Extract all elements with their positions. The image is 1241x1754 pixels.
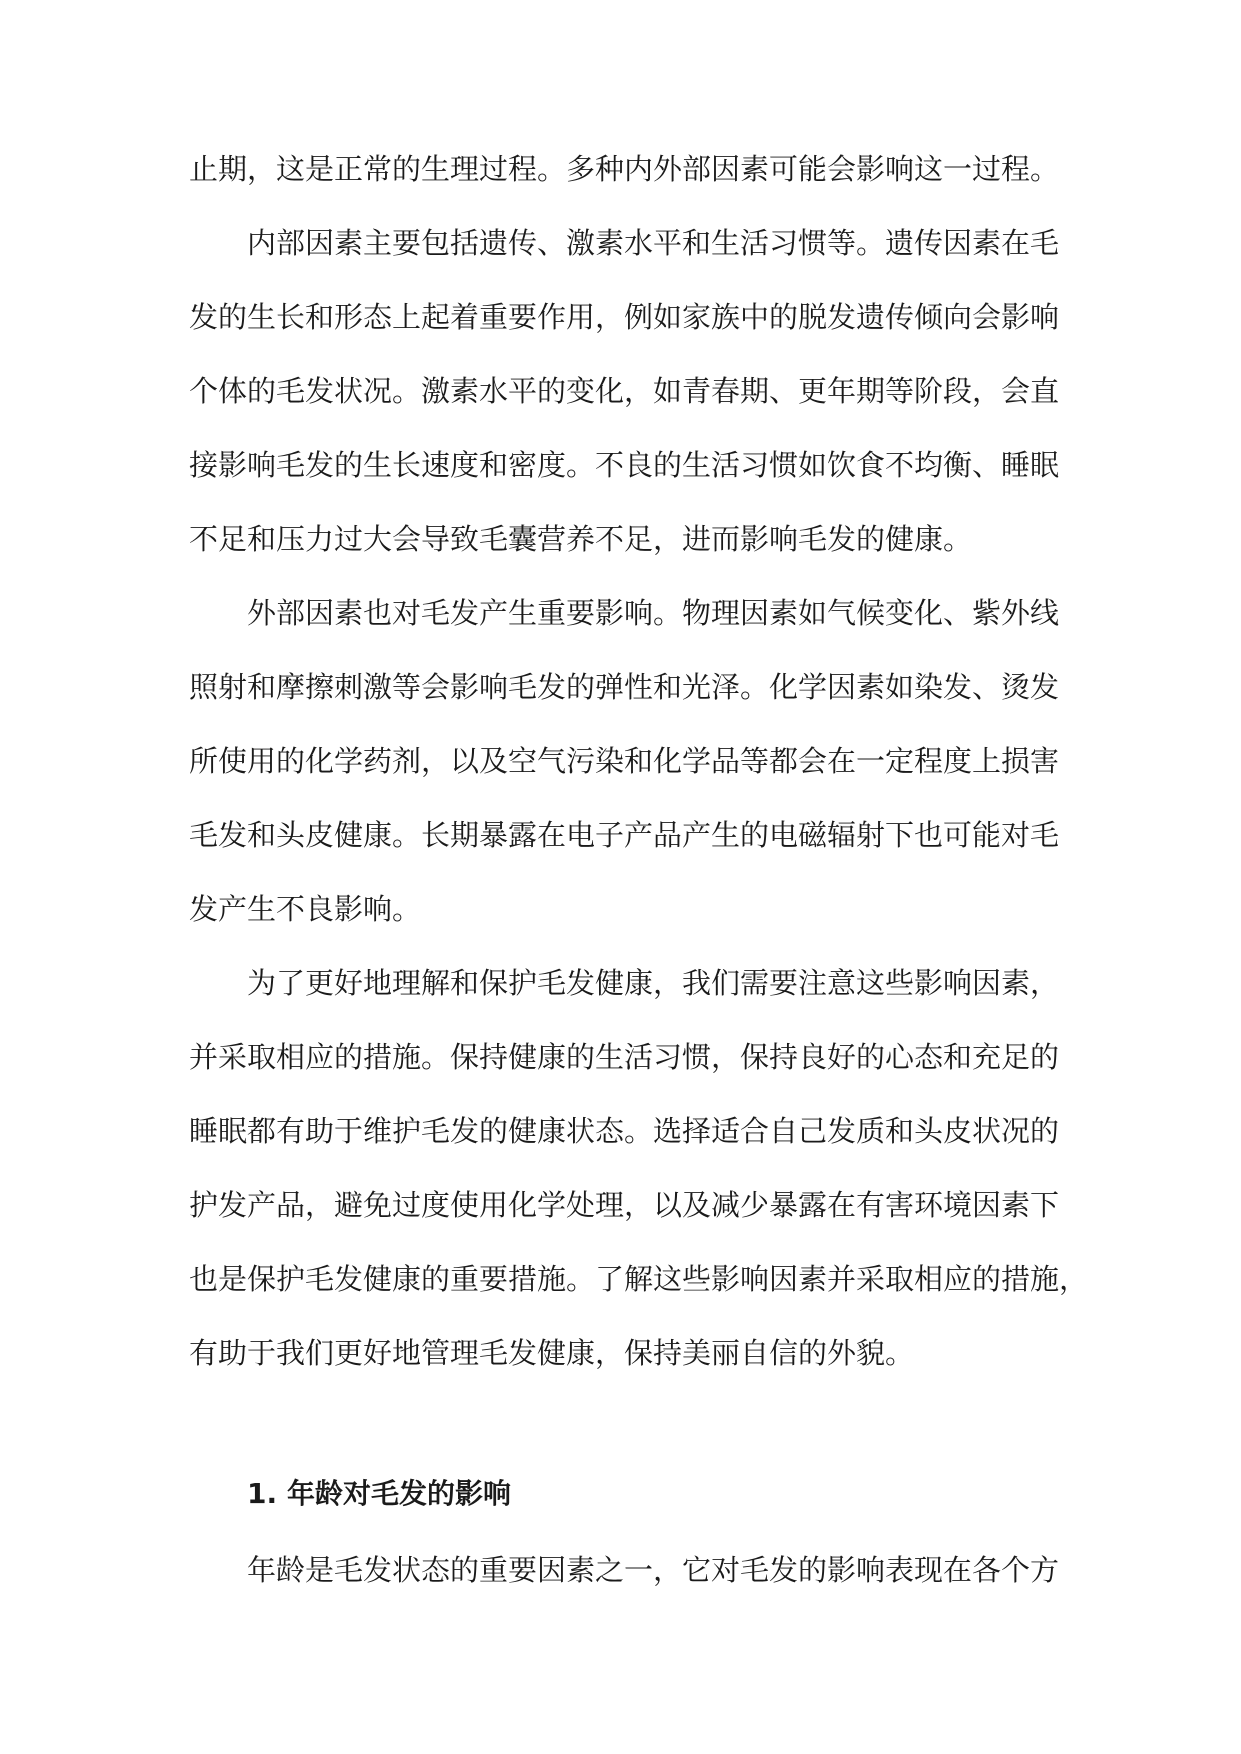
paragraph-line: 睡眠都有助于维护毛发的健康状态。选择适合自己发质和头皮状况的 xyxy=(189,1114,1060,1148)
paragraph-line: 护发产品，避免过度使用化学处理，以及减少暴露在有害环境因素下 xyxy=(189,1188,1060,1222)
paragraph-line: 不足和压力过大会导致毛囊营养不足，进而影响毛发的健康。 xyxy=(189,522,973,556)
paragraph-line: 有助于我们更好地管理毛发健康，保持美丽自信的外貌。 xyxy=(189,1336,915,1370)
paragraph-line: 发的生长和形态上起着重要作用，例如家族中的脱发遗传倾向会影响 xyxy=(189,300,1060,334)
paragraph-line: 止期，这是正常的生理过程。多种内外部因素可能会影响这一过程。 xyxy=(189,152,1060,186)
paragraph-line: 也是保护毛发健康的重要措施。了解这些影响因素并采取相应的措施， xyxy=(189,1262,1089,1296)
paragraph-line: 年龄是毛发状态的重要因素之一，它对毛发的影响表现在各个方 xyxy=(247,1553,1060,1587)
paragraph-line: 接影响毛发的生长速度和密度。不良的生活习惯如饮食不均衡、睡眠 xyxy=(189,448,1060,482)
paragraph-line: 发产生不良影响。 xyxy=(189,892,422,926)
paragraph-line: 所使用的化学药剂，以及空气污染和化学品等都会在一定程度上损害 xyxy=(189,744,1060,778)
paragraph-line: 并采取相应的措施。保持健康的生活习惯，保持良好的心态和充足的 xyxy=(189,1040,1060,1074)
section-title: 年龄对毛发的影响 xyxy=(287,1477,512,1510)
paragraph-line: 照射和摩擦刺激等会影响毛发的弹性和光泽。化学因素如染发、烫发 xyxy=(189,670,1060,704)
section-heading xyxy=(247,1474,511,1514)
paragraph-line: 个体的毛发状况。激素水平的变化，如青春期、更年期等阶段，会直 xyxy=(189,374,1060,408)
paragraph-line: 外部因素也对毛发产生重要影响。物理因素如气候变化、紫外线 xyxy=(247,596,1060,630)
section-number: 1. xyxy=(247,1477,278,1510)
paragraph-line: 内部因素主要包括遗传、激素水平和生活习惯等。遗传因素在毛 xyxy=(247,226,1060,260)
paragraph-line: 为了更好地理解和保护毛发健康，我们需要注意这些影响因素， xyxy=(247,966,1060,1000)
paragraph-line: 毛发和头皮健康。长期暴露在电子产品产生的电磁辐射下也可能对毛 xyxy=(189,818,1060,852)
